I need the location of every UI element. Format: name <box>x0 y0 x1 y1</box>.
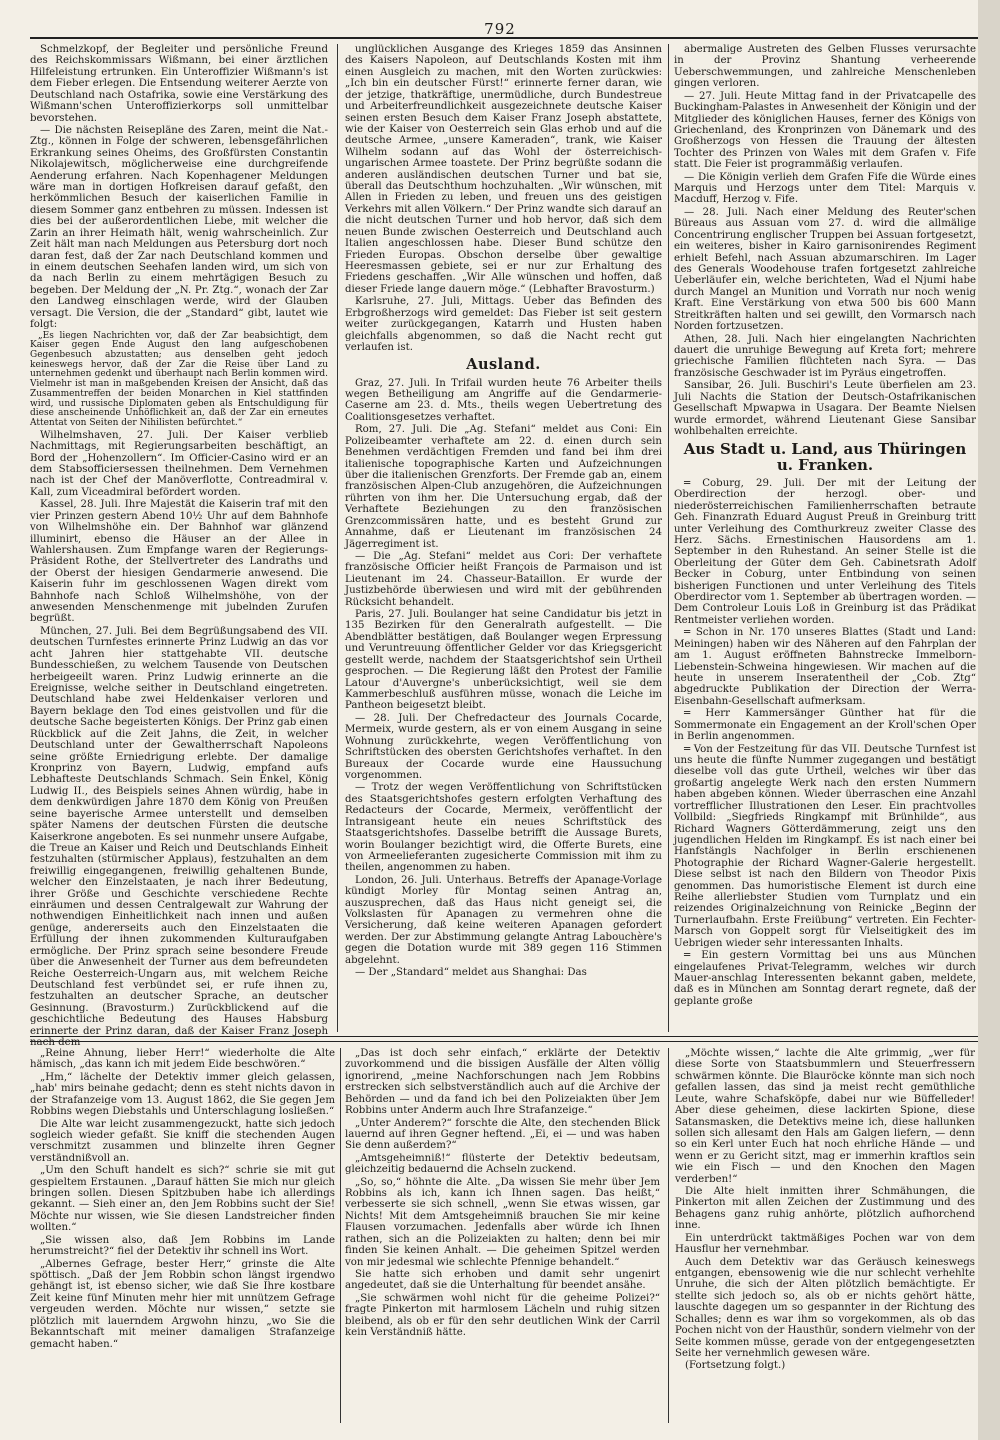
article-paragraph: — 28. Juli. Der Chefredacteur des Journals Cocarde, Mermeix, wurde gestern, als er von einem Ausgang in seine Wohnung zurückkehrte, wegen Veröffentlichung von Schriftstücken des obersten Gerichtshofes verhaftet. In den Bureaux der Cocarde wurde eine Haussuchung vorgenommen. <box>345 712 662 781</box>
article-paragraph: unglücklichen Ausgange des Krieges 1859 das Ansinnen des Kaisers Napoleon, auf Deutschlands Kosten mit ihm einen Ausgleich zu machen, mit den Worten zurückwies: „Ich bin ein deutscher Fürst!“ erinnerte ferner daran, wie der jetzige, thatkräftige, unermüdliche, durch Bundestreue und Arbeiterfreundlichkeit ausgezeichnete deutsche Kaiser seinen ersten Besuch dem Kaiser Franz Joseph abstattete, wie der Kaiser von Oesterreich sein Glas erhob und auf die deutsche Armee, „unsere Kameraden“, trank, wie Kaiser Wilhelm sodann auf das Wohl der österreichisch-ungarischen Armee toastete. Der Prinz begrüßte sodann die anderen ausländischen deutschen Turner und bat sie, überall das Deutschthum hochzuhalten. „Wir wünschen, mit Allen in Frieden zu leben, und freuen uns des geistigen Verkehrs mit allen Völkern.“ Der Prinz wandte sich darauf an die nicht deutschen Turner und hob hervor, daß sich dem neuen Bunde zwischen Oesterreich und Deutschland auch Italien angeschlossen habe. Dieser Bund schütze den Frieden Europas. Obschon derselbe über gewaltige Heeresmassen gebiete, sei er nur zur Erhaltung des Friedens geschaffen. „Wir Alle wünschen und hoffen, daß dieser Friede lange dauern möge.“ (Lebhafter Bravosturm.) <box>345 44 662 295</box>
article-paragraph: „Amtsgeheimniß!“ flüsterte der Detektiv bedeutsam, gleichzeitig bedauernd die Achseln zuckend. <box>345 1152 660 1176</box>
article-paragraph: ═ Von der Festzeitung für das VII. Deutsche Turnfest ist uns heute die fünfte Nummer zugegangen und bestätigt dieselbe voll das gute Urtheil, welches wir über das großartig angelegte Werk nach den ersten Nummern haben abgeben können. Wieder überraschen eine Anzahl vortrefflicher Illustrationen den Leser. Ein prachtvolles Vollbild: „Siegfrieds Ringkampf mit Brünhilde“, aus Richard Wagners Götterdämmerung, zeigt uns den jugendlichen Helden im Ringkampf. Es ist nach einer bei Hanfstängls Nachfolger in Berlin erschienenen Photographie der Richard Wagner-Galerie hergestellt. Diese selbst ist nach den Bildern von Theodor Pixis genommen. Das humoristische Element ist durch eine Reihe allerliebster Studien vom Turnplatz und ein reizendes Originalzeichnung von Reinicke „Beginn der Turnerlaufbahn. Erste Freiübung“ vertreten. Ein Fechter-Marsch von Goppelt sorgt für Vielseitigkeit des im Uebrigen wieder sehr interessanten Inhalts. <box>674 743 976 949</box>
feuilleton-column-2 <box>345 1048 660 1428</box>
page-number: 792 <box>484 20 516 38</box>
article-paragraph: — 27. Juli. Heute Mittag fand in der Privatcapelle des Buckingham-Palastes in Anwesenheit der Königin und der Mitglieder des königlichen Hauses, ferner des Königs von Griechenland, des Kronprinzen von Dänemark und des Großherzogs von Hessen die Trauung der ältesten Tochter des Prinzen von Wales mit dem Grafen v. Fife statt. Die Feier ist programmäßig verlaufen. <box>674 90 976 171</box>
article-paragraph: — Trotz der wegen Veröffentlichung von Schriftstücken des Staatsgerichtshofes gestern erfolgten Verhaftung des Redacteurs der Cocarde, Mermeix, veröffentlicht der Intransigeant heute ein neues Schriftstück des Staatsgerichtshofes. Dasselbe betrifft die Aussage Burets, worin Boulanger bezichtigt wird, die Offerte Burets, eine von Armeelieferanten zugesicherte Commission mit ihm zu theilen, angenommen zu haben. <box>345 782 662 874</box>
column-1 <box>30 44 328 1049</box>
article-paragraph: „Um den Schuft handelt es sich?“ schrie sie mit gut gespieltem Erstaunen. „Darauf hätten Sie mich nur gleich bringen sollen. Diesen Spitzbuben habe ich allerdings gekannt. — Sieh einer an, den Jem Robbins sucht der Sie! Möchte nur wissen, wie Sie diesen Landstreicher finden wollten.“ <box>30 1165 335 1234</box>
article-paragraph: Karlsruhe, 27. Juli, Mittags. Ueber das Befinden des Erbgroßherzogs wird gemeldet: Das Fieber ist seit gestern weiter zurückgegangen, Katarrh und Husten haben gleichfalls abgenommen, so daß die Nacht recht gut verlaufen ist. <box>345 296 662 353</box>
article-paragraph: — Die „Ag. Stefani“ meldet aus Cori: Der verhaftete französische Officier heißt François de Parmaison und ist Lieutenant im 24. Chasseur-Bataillon. Er wurde der Justizbehörde überwiesen und wird mit der gebührenden Rücksicht behandelt. <box>345 550 662 608</box>
article-paragraph: Graz, 27. Juli. In Trifail wurden heute 76 Arbeiter theils wegen Betheiligung am Angriffe auf die Gendarmerie-Caserne am 23. d. Mts., theils wegen Uebertretung des Coalitionsgesetzes verhaftet. <box>345 377 662 423</box>
article-paragraph: Paris, 27. Juli. Boulanger hat seine Candidatur bis jetzt in 135 Bezirken für den Generalrath aufgestellt. — Die Abendblätter bestätigen, daß Boulanger wegen Erpressung und Veruntreuung öffentlicher Gelder vor das Kriegsgericht gestellt werde, nachdem der Staatsgerichtshof sein Urtheil gesprochen. — Die Regierung läßt den Protest der Familie Latour d'Auvergne's unberücksichtigt, weil sie dem Kammerbeschluß ausführen müsse, wonach die Leiche im Pantheon beigesetzt bleibt. <box>345 609 662 712</box>
article-paragraph: Ein unterdrückt taktmäßiges Pochen war von dem Hausflur her vernehmbar. <box>675 1232 975 1256</box>
article-paragraph: Wilhelmshaven, 27. Juli. Der Kaiser verblieb Nachmittags, mit Regierungsarbeiten beschäftigt, an Bord der „Hohenzollern“. Im Officier-Casino wird er an dem Stabsofficiersessen theilnehmen. Dem Vernehmen nach ist der Chef der Manöverflotte, Contreadmiral v. Kall, zum Viceadmiral befördert worden. <box>30 429 328 498</box>
feuilleton-rule <box>30 1041 978 1042</box>
article-paragraph: London, 26. Juli. Unterhaus. Betreffs der Apanage-Vorlage kündigt Morley für Montag seinen Antrag an, auszusprechen, daß das Haus nicht geneigt sei, die Volkslasten für Apanagen zu vermehren ohne die Versicherung, daß keine weiteren Apanagen gefordert werden. Der zur Abstimmung gelangte Antrag Labouchère's gegen die Dotation wurde mit 389 gegen 116 Stimmen abgelehnt. <box>345 874 662 966</box>
article-paragraph: „Unter Anderem?“ forschte die Alte, den stechenden Blick lauernd auf ihren Gegner heftend. „Ei, ei — und was haben Sie denn außerdem?“ <box>345 1117 660 1152</box>
column-divider <box>668 44 669 1032</box>
article-paragraph: „Sie schwärmen wohl nicht für die geheime Polizei?“ fragte Pinkerton mit harmlosem Lächeln und ruhig sitzen bleibend, als ob er für den sehr deutlichen Wink der Carril kein Verständniß hätte. <box>345 1292 660 1339</box>
article-paragraph: ═ Schon in Nr. 170 unseres Blattes (Stadt und Land: Meiningen) haben wir des Näheren auf den Fahrplan der am 1. August eröffneten Bahnstrecke Immelborn-Liebenstein-Schweina hingewiesen. Wir machen auf die heute in unserem Inseratentheil der „Cob. Ztg“ abgedruckte Publikation der Direction der Werra-Eisenbahn-Gesellschaft aufmerksam. <box>674 627 976 707</box>
article-paragraph: Die Alte war leicht zusammengezuckt, hatte sich jedoch sogleich wieder gefaßt. Sie kniff die stechenden Augen verschmitzt zusammen und blinzelte ihren Gegner verständnißvoll an. <box>30 1118 335 1164</box>
section-heading: Ausland. <box>466 356 541 374</box>
article-paragraph: Sie hatte sich erhoben und damit sehr ungenirt angedeutet, daß sie die Unterhaltung für beendet ansähe. <box>345 1269 660 1292</box>
article-paragraph: Auch dem Detektiv war das Geräusch keineswegs entgangen, ebensowenig wie die nur schlecht verhehlte Unruhe, die sich der Alten plötzlich bemächtigte. Er stellte sich jedoch so, als ob er nichts gehört hätte, lauschte dagegen um so gespannter in der Richtung des Schalles; denn es war ihm so vorgekommen, als ob das Pochen nicht von der Hausthür, sondern vielmehr von der Seite kommen müsse, gerade von der entgegengesetzten Seite her vernehmlich gewesen wäre. <box>675 1256 975 1359</box>
article-paragraph: „Es liegen Nachrichten vor, daß der Zar beabsichtigt, dem Kaiser gegen Ende August den lang aufgeschobenen Gegenbesuch abzustatten; aus denselben geht jedoch keineswegs hervor, daß der Zar die Reise über Land zu unternehmen gedenkt und überhaupt nach Berlin kommen wird. Vielmehr ist man in maßgebenden Kreisen der Ansicht, daß das Zusammentreffen der beiden Monarchen in Kiel stattfinden wird, und russische Diplomaten geben als Entschuldigung für diese anscheinende Unhöflichkeit an, daß der Zar ein erneutes Attentat von Seiten der Nihilisten befürchtet.“ <box>30 330 328 429</box>
article-paragraph: „So, so,“ höhnte die Alte. „Da wissen Sie mehr über Jem Robbins als ich, kann ich Ihnen sagen. Das heißt,“ verbesserte sie sich schnell, „wenn Sie etwas wissen, gar Nichts! Mit dem Amtsgeheimniß brauchen Sie mir keine Flausen vorzumachen. Jedenfalls aber würde ich Ihnen rathen, sich an die Polizeiakten zu halten; denn bei mir finden Sie keinen Anhalt. — Die geheimen Spitzel werden von mir jedesmal wie schlechte Pfennige behandelt.“ <box>345 1176 660 1268</box>
article-paragraph: Kassel, 28. Juli. Ihre Majestät die Kaiserin traf mit den vier Prinzen gestern Abend 10½ Uhr auf dem Bahnhofe von Wilhelmshöhe ein. Der Bahnhof war glänzend illuminirt, ebenso die Häuser an der Allee in Wahlershausen. Zum Empfange waren der Regierungs-Präsident Rothe, der Stellvertreter des Landraths und der Oberst der hiesigen Gendarmerie anwesend. Die Kaiserin fuhr im geschlossenen Wagen direkt vom Bahnhofe nach Schloß Wilhelmshöhe, von der anwesenden Menschenmenge mit jubelnden Zurufen begrüßt. <box>30 499 328 625</box>
column-divider <box>337 44 338 1032</box>
feuilleton-rule <box>30 1036 978 1037</box>
article-paragraph: „Möchte wissen,“ lachte die Alte grimmig, „wer für diese Sorte von Staatsbummlern und Steuerfressern schwärmen könnte. Die Blauröcke könnte man sich noch gefallen lassen, das sind ja meist recht gemüthliche Leute, wahre Schafsköpfe, dabei nur wie Büffelleder! Aber diese geheimen, diese lackirten Spione, diese Satansmasken, die Detektivs meine ich, diese hallunken sollen sich allesamt den Hals am Galgen liefern, — denn so ein Kerl unter Euch hat noch ehrliche Hände — und wenn er zu Gericht sitzt, mag er immerhin kraftlos sein wie ein Fisch — und den Knochen den Magen verderben!“ <box>675 1048 975 1185</box>
top-rule <box>30 37 978 39</box>
article-paragraph: ═ Ein gestern Vormittag bei uns aus München eingelaufenes Privat-Telegramm, welches wir durch Mauer-anschlag Interessenten bekannt gaben, meldete, daß es in München am Sonntag derart regnete, daß der geplante große <box>674 950 976 1007</box>
article-paragraph: — 28. Juli. Nach einer Meldung des Reuter'schen Büreaus aus Assuan vom 27. d. wird die allmälige Concentrirung englischer Truppen bei Assuan fortgesetzt, ein weiteres, bisher in Kairo garnisonirendes Regiment erhielt Befehl, nach Assuan abzumarschiren. Im Lager des Generals Woodehouse trafen fortgesetzt zahlreiche Ueberläufer ein, welche berichteten, Wad el Njumi habe durch Mangel an Munition und Vorrath nur noch wenig Kraft. Eine Verstärkung von etwa 500 bis 600 Mann Streitkräften halten und sei gewillt, den Vormarsch nach Norden fortzusetzen. <box>674 206 976 333</box>
article-paragraph: Schmelzkopf, der Begleiter und persönliche Freund des Reichskommissars Wißmann, bei einer ärztlichen Hilfeleistung ertrunken. Ein Unteroffizier Wißmann's ist dem Fieber erlegen. Die Entsendung weiterer Aerzte von Deutschland nach Ostafrika, sowie eine Verstärkung des Wißmann'schen Unteroffizierkorps soll unmittelbar bevorstehen. <box>30 44 328 124</box>
article-paragraph: „Hm,“ lächelte der Detektiv immer gleich gelassen, „hab' mirs beinahe gedacht; denn es steht nichts davon in der Strafanzeige vom 13. August 1862, die Sie gegen Jem Robbins wegen Diebstahls und Unterschlagung losließen.“ <box>30 1071 335 1118</box>
article-paragraph: Athen, 28. Juli. Nach hier eingelangten Nachrichten dauert die unruhige Bewegung auf Kreta fort; mehrere griechische Familien flüchteten nach Syra. — Das französische Geschwader ist im Pyräus eingetroffen. <box>674 333 976 379</box>
article-paragraph: Sansibar, 26. Juli. Buschiri's Leute überfielen am 23. Juli Nachts die Station der Deutsch-Ostafrikanischen Gesellschaft Mpwapwa in Usagara. Der Beamte Nielsen wurde ermordet, während Lieutenant Giese Sansibar wohlbehalten erreichte. <box>674 380 976 437</box>
article-paragraph: ═ Herr Kammersänger Günther hat für die Sommermonate ein Engagement an der Kroll'schen Oper in Berlin angenommen. <box>674 708 976 743</box>
feuilleton-column-1 <box>30 1048 335 1428</box>
article-paragraph: „Das ist doch sehr einfach,“ erklärte der Detektiv zuvorkommend und die bissigen Ausfälle der Alten völlig ignorirend, „meine Nachforschungen nach Jem Robbins erstrecken sich selbstverständlich auch auf die Archive der Behörden — und da fand ich bei den Polizeiakten über Jem Robbins unter Anderm auch Ihre Strafanzeige.“ <box>345 1048 660 1117</box>
article-paragraph: Die Alte hielt inmitten ihrer Schmähungen, die Pinkerton mit allen Zeichen der Zustimmung und des Behagens ganz ruhig anhörte, plötzlich aufhorchend inne. <box>675 1186 975 1232</box>
section-heading: Aus Stadt u. Land, aus Thüringen u. Franken. <box>683 440 967 475</box>
scan-edge <box>978 0 1000 1440</box>
article-paragraph: „Albernes Gefrage, bester Herr,“ grinste die Alte spöttisch. „Daß der Jem Robbin schon längst irgendwo gehängt ist, ist ebenso sicher, wie daß Sie Ihre kostbare Zeit keine fünf Minuten mehr hier mit unnützem Gefrage vergeuden werden. Möchte nur wissen,“ setzte sie plötzlich mit lauerndem Argwohn hinzu, „wo Sie die Bekanntschaft mit meiner damaligen Strafanzeige gemacht haben.“ <box>30 1258 335 1350</box>
feuilleton-column-3 <box>675 1048 975 1428</box>
column-divider <box>668 1048 669 1423</box>
article-paragraph: — Der „Standard“ meldet aus Shanghai: Das <box>355 967 587 979</box>
article-paragraph: — Die Königin verlieh dem Grafen Fife die Würde eines Marquis und Herzogs unter dem Titel: Marquis v. Macduff, Herzog v. Fife. <box>674 171 976 206</box>
column-divider <box>340 1048 341 1423</box>
article-paragraph: ═ Coburg, 29. Juli. Der mit der Leitung der Oberdirection der herzogl. ober- und niederösterreichischen Familienherrschaften betraute Geh. Finanzrath Eduard August Preuß in Greinburg tritt unter Verleihung des Comthurkreuz zweiter Classe des Herz. Sächs. Ernestinischen Hausordens am 1. September in den Ruhestand. An seiner Stelle ist die Oberleitung der Güter dem Geh. Cabinetsrath Adolf Becker in Coburg, unter Entbindung von seinen bisherigen Functionen und unter Verleihung des Titels Oberdirector vom 1. September ab übertragen worden. — Dem Controleur Louis Loß in Greinburg ist das Prädikat Rentmeister verliehen worden. <box>674 477 976 626</box>
column-3 <box>674 44 976 1032</box>
article-paragraph: „Sie wissen also, daß Jem Robbins im Lande herumstreicht?“ fiel der Detektiv ihr schnell ins Wort. <box>30 1234 335 1258</box>
article-paragraph: (Fortsetzung folgt.) <box>685 1360 786 1372</box>
column-2 <box>345 44 662 1032</box>
article-paragraph: Rom, 27. Juli. Die „Ag. Stefani“ meldet aus Coni: Ein Polizeibeamter verhaftete am 22. d. einen durch sein Benehmen verdächtigen Fremden und fand bei ihm drei italienische topographische Karten und Aufzeichnungen über die italienischen Grenzforts. Der Fremde gab an, einem französischen Alpen-Club anzugehören, die Aufzeichnungen rührten von ihm her. Die Untersuchung ergab, daß der Verhaftete Beziehungen zu den französischen Grenzcommissären hatte, und es besteht Grund zur Annahme, daß er Lieutenant im französischen 24 Jägerregiment ist. <box>345 424 662 550</box>
article-paragraph: „Reine Ahnung, lieber Herr!“ wiederholte die Alte hämisch, „das kann ich mit jedem Eide beschwören.“ <box>30 1048 335 1071</box>
article-paragraph: — Die nächsten Reisepläne des Zaren, meint die Nat.-Ztg., können in Folge der schweren, lebensgefährlichen Erkrankung seines Oheims, des Großfürsten Constantin Nikolajewitsch, möglicherweise eine durchgreifende Aenderung erfahren. Nach Kopenhagener Meldungen wäre man in dortigen Hofkreisen darauf gefaßt, den herkömmlichen Besuch der kaiserlichen Familie in diesem Sommer ganz entbehren zu müssen. Indessen ist dies bei der außerordentlichen Liebe, mit welcher die Zarin an ihrer Heimath hält, wenig wahrscheinlich. Zur Zeit hält man nach Meldungen aus Petersburg dort noch daran fest, daß der Zar nach Deutschland kommen und in einem deutschen Seehafen landen wird, um sich von da nach Berlin zu einem mehrtägigen Besuch zu begeben. Der Meldung der „N. Pr. Ztg.“, wonach der Zar den Landweg einschlagen werde, wird der Glauben versagt. Die Version, die der „Standard“ gibt, lautet wie folgt: <box>30 124 328 331</box>
article-paragraph: abermalige Austreten des Gelben Flusses verursachte in der Provinz Shantung verheerende Ueberschwemmungen, und zahlreiche Menschenleben gingen verloren. <box>674 44 976 90</box>
article-paragraph: München, 27. Juli. Bei dem Begrüßungsabend des VII. deutschen Turnfestes erinnerte Prinz Ludwig an das vor acht Jahren hier stattgehabte VII. deutsche Bundesschießen, zu welchem Tausende von Deutschen herbeigeeilt waren. Prinz Ludwig erinnerte an die Ereignisse, welche seither in Deutschland eingetreten. Deutschland habe zwei Heldenkaiser verloren und Bayern beklage den Tod eines geistvollen und für die deutsche Sache begeisterten Königs. Der Prinz gab einen Rückblick auf die Zeit Jahns, die Zeit, in welcher Deutschland unter der Gewaltherrschaft Napoleons seine größte Erniedrigung erlebte. Der damalige Kronprinz von Bayern, Ludwig, empfand aufs Lebhafteste Deutschlands Schmach. Sein Enkel, König Ludwig II., des Beispiels seines Ahnen würdig, habe in dem denkwürdigen Jahre 1870 dem König von Preußen seine bayerische Armee unterstellt und demselben später Namens der deutschen Fürsten die deutsche Kaiserkrone angeboten. Es sei nunmehr unsere Aufgabe, die Treue an Kaiser und Reich und Deutschlands Einheit festzuhalten (stürmischer Applaus), festzuhalten an dem freiwillig eingegangenen, freiwillig gehaltenen Bunde, welcher den Einzelstaaten, je nach ihrer Bedeutung, ihrer Größe und Geschichte verschiedene Rechte einräumen und dessen Centralgewalt zur Wahrung der nothwendigen Einheitlichkeit nach innen und außen genüge, andererseits auch den Einzelstaaten die Erfüllung der ihnen zukommenden Kulturaufgaben ermögliche. Der Prinz sprach seine besondere Freude über die Anwesenheit der Turner aus dem befreundeten Reiche Oesterreich-Ungarn aus, mit welchem Reiche Deutschland fest verbündet sei, er rufe ihnen zu, festzuhalten an deutscher Sprache, an deutscher Gesinnung. (Bravosturm.) Zurückblickend auf die geschichtliche Bedeutung des Hauses Habsburg erinnerte der Prinz daran, daß der Kaiser Franz Joseph nach dem <box>30 625 328 1049</box>
